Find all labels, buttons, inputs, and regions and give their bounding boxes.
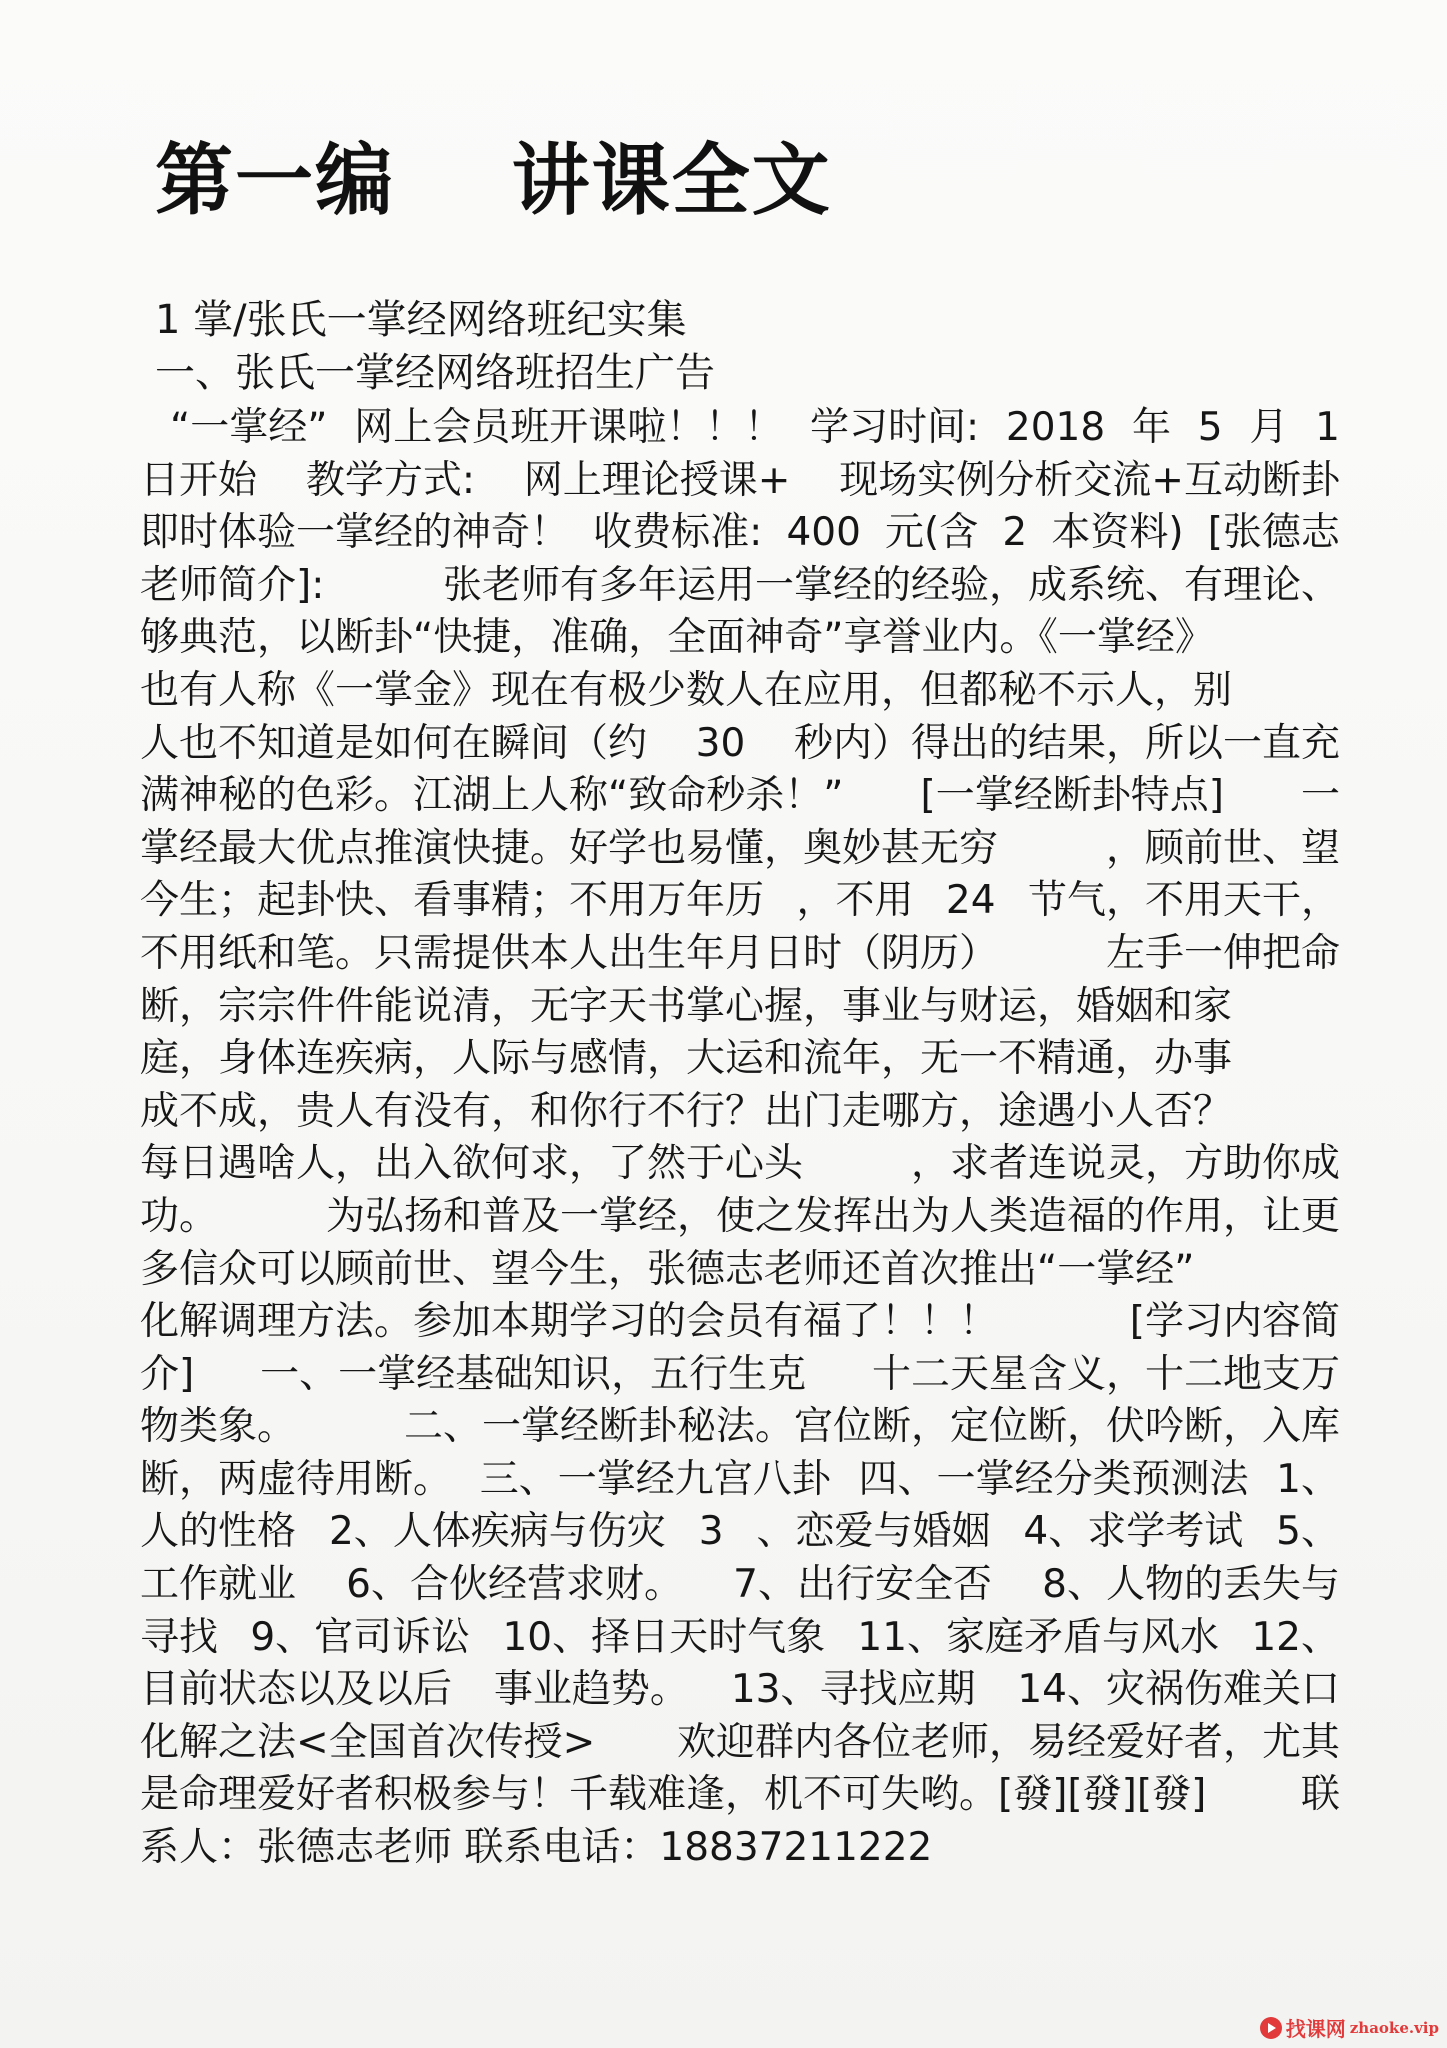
body-line: 庭，身体连疾病，人际与感情，大运和流年，无一不精通，办事 [140, 1036, 1233, 1082]
body-line: 目前状态以及以后 事业趋势。 13、寻找应期 14、灾祸伤难关口 [140, 1667, 1340, 1713]
body-line: 人的性格 2、人体疾病与伤灾 3 、恋爱与婚姻 4、求学考试 5、 [140, 1509, 1340, 1555]
body-line: 化解调理方法。参加本期学习的会员有福了！！！ [学习内容简 [140, 1299, 1340, 1345]
body-line: 是命理爱好者积极参与！千载难逢，机不可失哟。[發][發][發] 联 [140, 1772, 1340, 1818]
watermark-text-en: zhaoke.vip [1349, 2018, 1439, 2037]
body-line: 化解之法<全国首次传授> 欢迎群内各位老师，易经爱好者，尤其 [140, 1719, 1340, 1765]
watermark-text-cn: 找课网 [1285, 2017, 1346, 2041]
body-line: 物类象。 二、一掌经断卦秘法。宫位断，定位断，伏吟断，入库 [140, 1404, 1340, 1450]
body-line: 系人：张德志老师 联系电话：18837211222 [140, 1825, 933, 1871]
body-line: “一掌经” 网上会员班开课啦！！！ 学习时间: 2018 年 5 月 1 [170, 405, 1340, 450]
body-line: 多信众可以顾前世、望今生，张德志老师还首次推出“一掌经” [140, 1246, 1195, 1292]
body-line: 断，两虚待用断。 三、一掌经九宫八卦 四、一掌经分类预测法 1、 [140, 1456, 1340, 1502]
body-line: 每日遇啥人，出入欲何求，了然于心头 ，求者连说灵，方助你成 [140, 1141, 1340, 1187]
body-line: 成不成，贵人有没有，和你行不行？出门走哪方，途遇小人否？ [140, 1088, 1233, 1134]
body-line: 断，宗宗件件能说清，无字天书掌心握，事业与财运，婚姻和家 [140, 983, 1233, 1029]
body-line: 介] 一、一掌经基础知识，五行生克 十二天星含义，十二地支万 [140, 1351, 1340, 1397]
section-heading: 1 掌/张氏一掌经网络班纪实集 [155, 297, 687, 343]
body-line: 满神秘的色彩。江湖上人称“致命秒杀！” [一掌经断卦特点] 一 [140, 773, 1340, 819]
body-line: 寻找 9、官司诉讼 10、择日天时气象 11、家庭矛盾与风水 12、 [140, 1614, 1340, 1660]
body-line: 功。 为弘扬和普及一掌经，使之发挥出为人类造福的作用，让更 [140, 1193, 1340, 1239]
body-line: 日开始 教学方式: 网上理论授课+ 现场实例分析交流+互动断卦 [140, 457, 1340, 503]
body-line: 不用纸和笔。只需提供本人出生年月日时（阴历） 左手一伸把命 [140, 930, 1340, 976]
play-circle-icon [1260, 2017, 1282, 2039]
body-line: 也有人称《一掌金》现在有极少数人在应用，但都秘不示人，别 [140, 667, 1233, 713]
body-line: 人也不知道是如何在瞬间（约 30 秒内）得出的结果，所以一直充 [140, 720, 1340, 766]
body-line: 工作就业 6、合伙经营求财。 7、出行安全否 8、人物的丢失与 [140, 1562, 1340, 1608]
body-text [140, 402, 1340, 1875]
body-line: 够典范，以断卦“快捷，准确，全面神奇”享誉业内。《一掌经》 [140, 615, 1214, 661]
body-line: 今生；起卦快、看事精；不用万年历 ，不用 24 节气，不用天干， [140, 878, 1340, 924]
page-title: 第一编 讲课全文 [155, 135, 832, 226]
body-line: 掌经最大优点推演快捷。好学也易懂，奥妙甚无穷 ，顾前世、望 [140, 825, 1340, 871]
subsection-heading: 一、张氏一掌经网络班招生广告 [155, 350, 715, 396]
body-line: 即时体验一掌经的神奇！ 收费标准: 400 元(含 2 本资料) [张德志 [140, 510, 1340, 556]
watermark [1260, 2013, 1439, 2042]
body-line: 老师简介]: 张老师有多年运用一掌经的经验，成系统、有理论、 [140, 562, 1340, 608]
